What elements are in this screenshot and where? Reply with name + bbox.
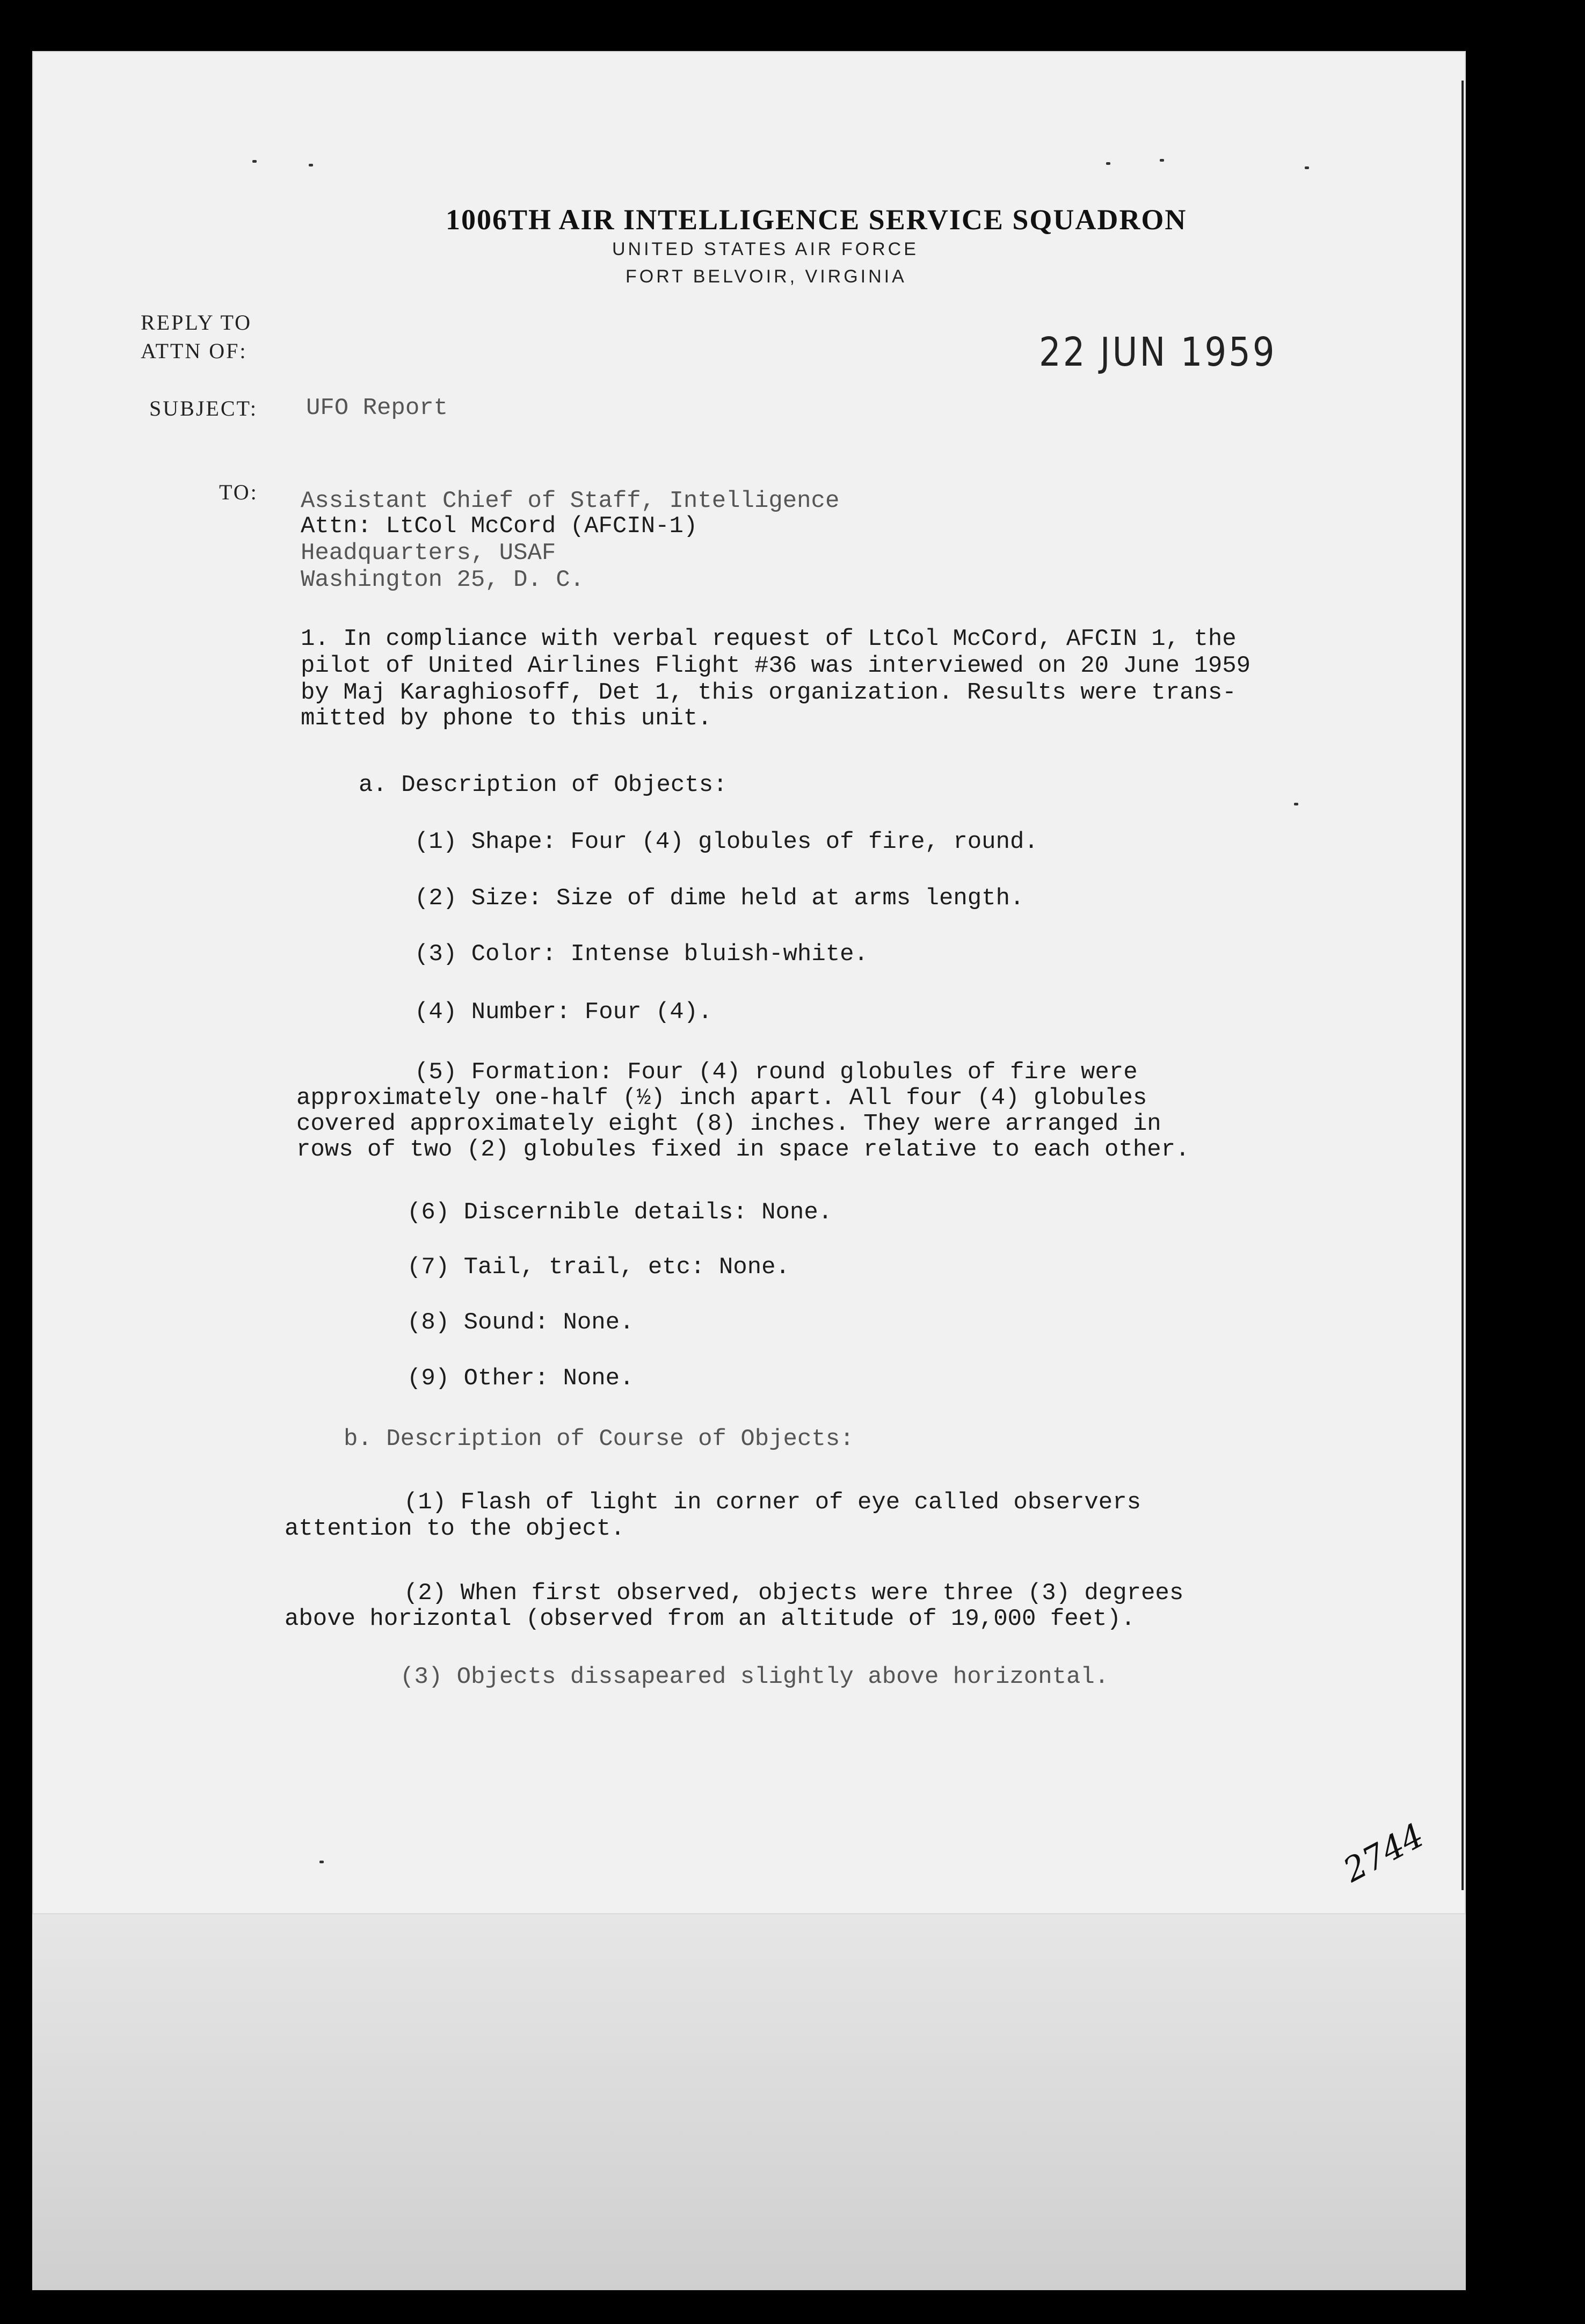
object-detail-item: (8) Sound: None. <box>407 1309 634 1336</box>
object-detail-item: (1) Shape: Four (4) globules of fire, round. <box>415 829 1038 855</box>
addressee-line: Washington 25, D. C. <box>301 567 585 593</box>
page-edge-line <box>1462 81 1464 1890</box>
scan-speck <box>1305 166 1309 169</box>
letterhead-unit: 1006TH AIR INTELLIGENCE SERVICE SQUADRON <box>446 204 1187 236</box>
object-detail-item: (4) Number: Four (4). <box>415 999 712 1026</box>
object-detail-item: (2) Size: Size of dime held at arms length. <box>415 885 1024 912</box>
object-detail-item: (9) Other: None. <box>407 1365 634 1392</box>
paragraph-1-line: by Maj Karaghiosoff, Det 1, this organization. Results were trans- <box>301 679 1237 706</box>
scan-speck <box>319 1861 324 1863</box>
subject-label: SUBJECT: <box>149 396 258 420</box>
course-detail-line: (1) Flash of light in corner of eye called observers <box>404 1489 1142 1516</box>
course-detail-line: (2) When first observed, objects were three (3) degrees <box>404 1580 1184 1607</box>
scan-speck <box>1160 159 1164 162</box>
formation-line: rows of two (2) globules fixed in space relative to each other. <box>296 1136 1190 1163</box>
scan-background <box>32 1914 1466 2290</box>
formation-line: (5) Formation: Four (4) round globules of fire were <box>415 1059 1138 1086</box>
reply-to-label: REPLY TO <box>141 310 252 335</box>
paragraph-1-line: mitted by phone to this unit. <box>301 705 712 732</box>
object-detail-item: (3) Color: Intense bluish-white. <box>415 941 868 968</box>
object-detail-item: (7) Tail, trail, etc: None. <box>407 1254 790 1281</box>
addressee-line: Assistant Chief of Staff, Intelligence <box>301 488 840 514</box>
section-b-heading: b. Description of Course of Objects: <box>344 1426 854 1452</box>
handwritten-number: 2744 <box>1337 1815 1430 1890</box>
course-detail-line: attention to the object. <box>285 1515 625 1542</box>
formation-line: covered approximately eight (8) inches. They were arranged in <box>296 1110 1161 1137</box>
attn-of-label: ATTN OF: <box>141 339 248 363</box>
date-stamp: 22 JUN 1959 <box>1039 330 1277 376</box>
scan-speck <box>1294 803 1298 805</box>
to-label: TO: <box>219 480 258 504</box>
section-a-heading: a. Description of Objects: <box>359 772 728 798</box>
paragraph-1-line: 1. In compliance with verbal request of LtCol McCord, AFCIN 1, the <box>301 626 1237 652</box>
subject-text: UFO Report <box>306 395 448 422</box>
paragraph-1-line: pilot of United Airlines Flight #36 was interviewed on 20 June 1959 <box>301 652 1251 679</box>
object-detail-item: (6) Discernible details: None. <box>407 1199 833 1226</box>
letterhead-location: FORT BELVOIR, VIRGINIA <box>626 266 907 287</box>
scan-speck <box>1106 162 1110 165</box>
formation-line: approximately one-half (½) inch apart. All four (4) globules <box>296 1085 1147 1112</box>
scan-speck <box>252 160 257 163</box>
letterhead-service: UNITED STATES AIR FORCE <box>612 239 919 259</box>
addressee-line: Attn: LtCol McCord (AFCIN-1) <box>301 513 698 540</box>
addressee-line: Headquarters, USAF <box>301 540 556 567</box>
course-detail-line: above horizontal (observed from an altitude of 19,000 feet). <box>285 1606 1136 1632</box>
course-detail-line: (3) Objects dissapeared slightly above horizontal. <box>400 1664 1109 1690</box>
scan-speck <box>309 164 313 166</box>
